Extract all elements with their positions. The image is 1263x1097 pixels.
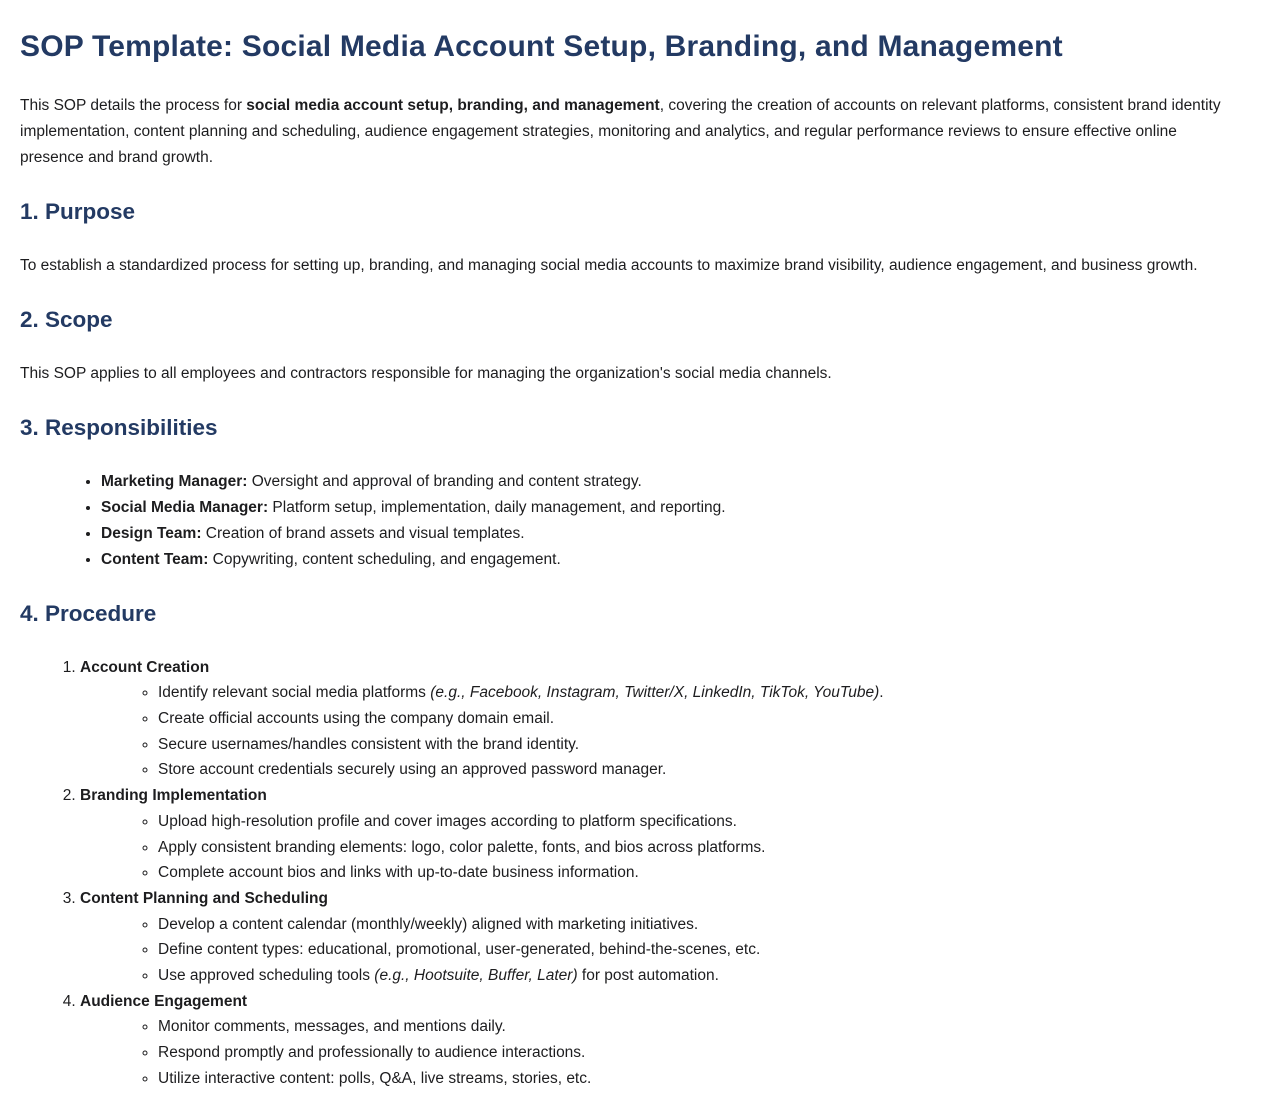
section-heading-procedure: 4. Procedure xyxy=(20,600,157,626)
list-item xyxy=(158,809,1243,835)
procedure-step-title: Content Planning and Scheduling xyxy=(80,889,328,907)
procedure-substeps xyxy=(80,809,1243,886)
substep-text: Apply consistent branding elements: logo, color palette, fonts, and bios across platforms. xyxy=(158,838,766,856)
section-heading-purpose: 1. Purpose xyxy=(20,199,136,224)
page-title: SOP Template: Social Media Account Setup, Branding, and Management xyxy=(20,30,1063,63)
role-label: Marketing Manager: xyxy=(101,473,248,490)
substep-text: . xyxy=(879,684,884,702)
list-item xyxy=(101,521,1243,547)
section-heading-scope: 2. Scope xyxy=(20,307,113,332)
substep-text: Use approved scheduling tools xyxy=(158,967,375,985)
substep-text: Store account credentials securely using an approved password manager. xyxy=(158,761,667,779)
procedure-list xyxy=(20,655,1243,1092)
list-item xyxy=(158,912,1243,938)
role-description: Oversight and approval of branding and content strategy. xyxy=(247,473,642,490)
role-label: Design Team: xyxy=(101,524,202,542)
role-label: Social Media Manager: xyxy=(101,498,269,516)
list-item xyxy=(101,547,1243,573)
intro-paragraph xyxy=(20,93,1243,171)
intro-text-post: , covering the creation of accounts on relevant platforms, consistent brand identity implementation, content planning and scheduling, audience engagement strategies, monitoring and analytics, and regular performance reviews to ensure effective online presence and brand growth. xyxy=(20,97,1221,166)
list-item xyxy=(158,1040,1243,1066)
substep-text: Create official accounts using the company domain email. xyxy=(158,710,555,728)
role-description: Creation of brand assets and visual templates. xyxy=(201,524,525,542)
role-label: Content Team: xyxy=(101,550,209,568)
intro-text-pre: This SOP details the process for xyxy=(20,97,247,114)
substep-text: Identify relevant social media platforms xyxy=(158,684,431,702)
procedure-step xyxy=(80,989,1243,1092)
list-item xyxy=(158,757,1243,783)
intro-text-bold: social media account setup, branding, and management xyxy=(246,97,660,114)
list-item xyxy=(101,469,1243,495)
procedure-step xyxy=(80,783,1243,886)
list-item xyxy=(158,937,1243,963)
procedure-step-title: Branding Implementation xyxy=(80,787,267,805)
procedure-step xyxy=(80,655,1243,784)
list-item xyxy=(158,1066,1243,1092)
role-description: Platform setup, implementation, daily management, and reporting. xyxy=(268,498,726,516)
procedure-substeps xyxy=(80,912,1243,989)
list-item xyxy=(158,706,1243,732)
procedure-substeps xyxy=(80,1014,1243,1091)
responsibilities-list xyxy=(20,469,1243,573)
substep-text: Respond promptly and professionally to audience interactions. xyxy=(158,1044,586,1062)
procedure-substeps xyxy=(80,680,1243,783)
substep-text: Complete account bios and links with up-to-date business information. xyxy=(158,864,639,882)
scope-paragraph: This SOP applies to all employees and contractors responsible for managing the organization's social media channels. xyxy=(20,365,832,382)
substep-text: Upload high-resolution profile and cover images according to platform specifications. xyxy=(158,812,737,830)
list-item xyxy=(158,835,1243,861)
section-heading-responsibilities: 3. Responsibilities xyxy=(20,415,218,440)
list-item xyxy=(158,860,1243,886)
procedure-step-title: Audience Engagement xyxy=(80,992,248,1010)
substep-text: for post automation. xyxy=(577,967,719,985)
list-item xyxy=(101,495,1243,521)
procedure-step xyxy=(80,886,1243,989)
substep-text: Define content types: educational, promotional, user-generated, behind-the-scenes, etc. xyxy=(158,941,761,959)
list-item xyxy=(158,1014,1243,1040)
substep-text-italic: (e.g., Facebook, Instagram, Twitter/X, LinkedIn, TikTok, YouTube) xyxy=(430,684,880,702)
list-item xyxy=(158,963,1243,989)
substep-text-italic: (e.g., Hootsuite, Buffer, Later) xyxy=(374,967,578,985)
substep-text: Secure usernames/handles consistent with the brand identity. xyxy=(158,735,580,753)
procedure-step-title: Account Creation xyxy=(80,658,210,676)
substep-text: Utilize interactive content: polls, Q&A, live streams, stories, etc. xyxy=(158,1069,592,1087)
substep-text: Develop a content calendar (monthly/weekly) aligned with marketing initiatives. xyxy=(158,915,699,933)
list-item xyxy=(158,680,1243,706)
purpose-paragraph: To establish a standardized process for setting up, branding, and managing social media accounts to maximize brand visibility, audience engagement, and business growth. xyxy=(20,257,1198,274)
substep-text: Monitor comments, messages, and mentions daily. xyxy=(158,1018,506,1036)
role-description: Copywriting, content scheduling, and engagement. xyxy=(208,550,561,568)
list-item xyxy=(158,732,1243,758)
